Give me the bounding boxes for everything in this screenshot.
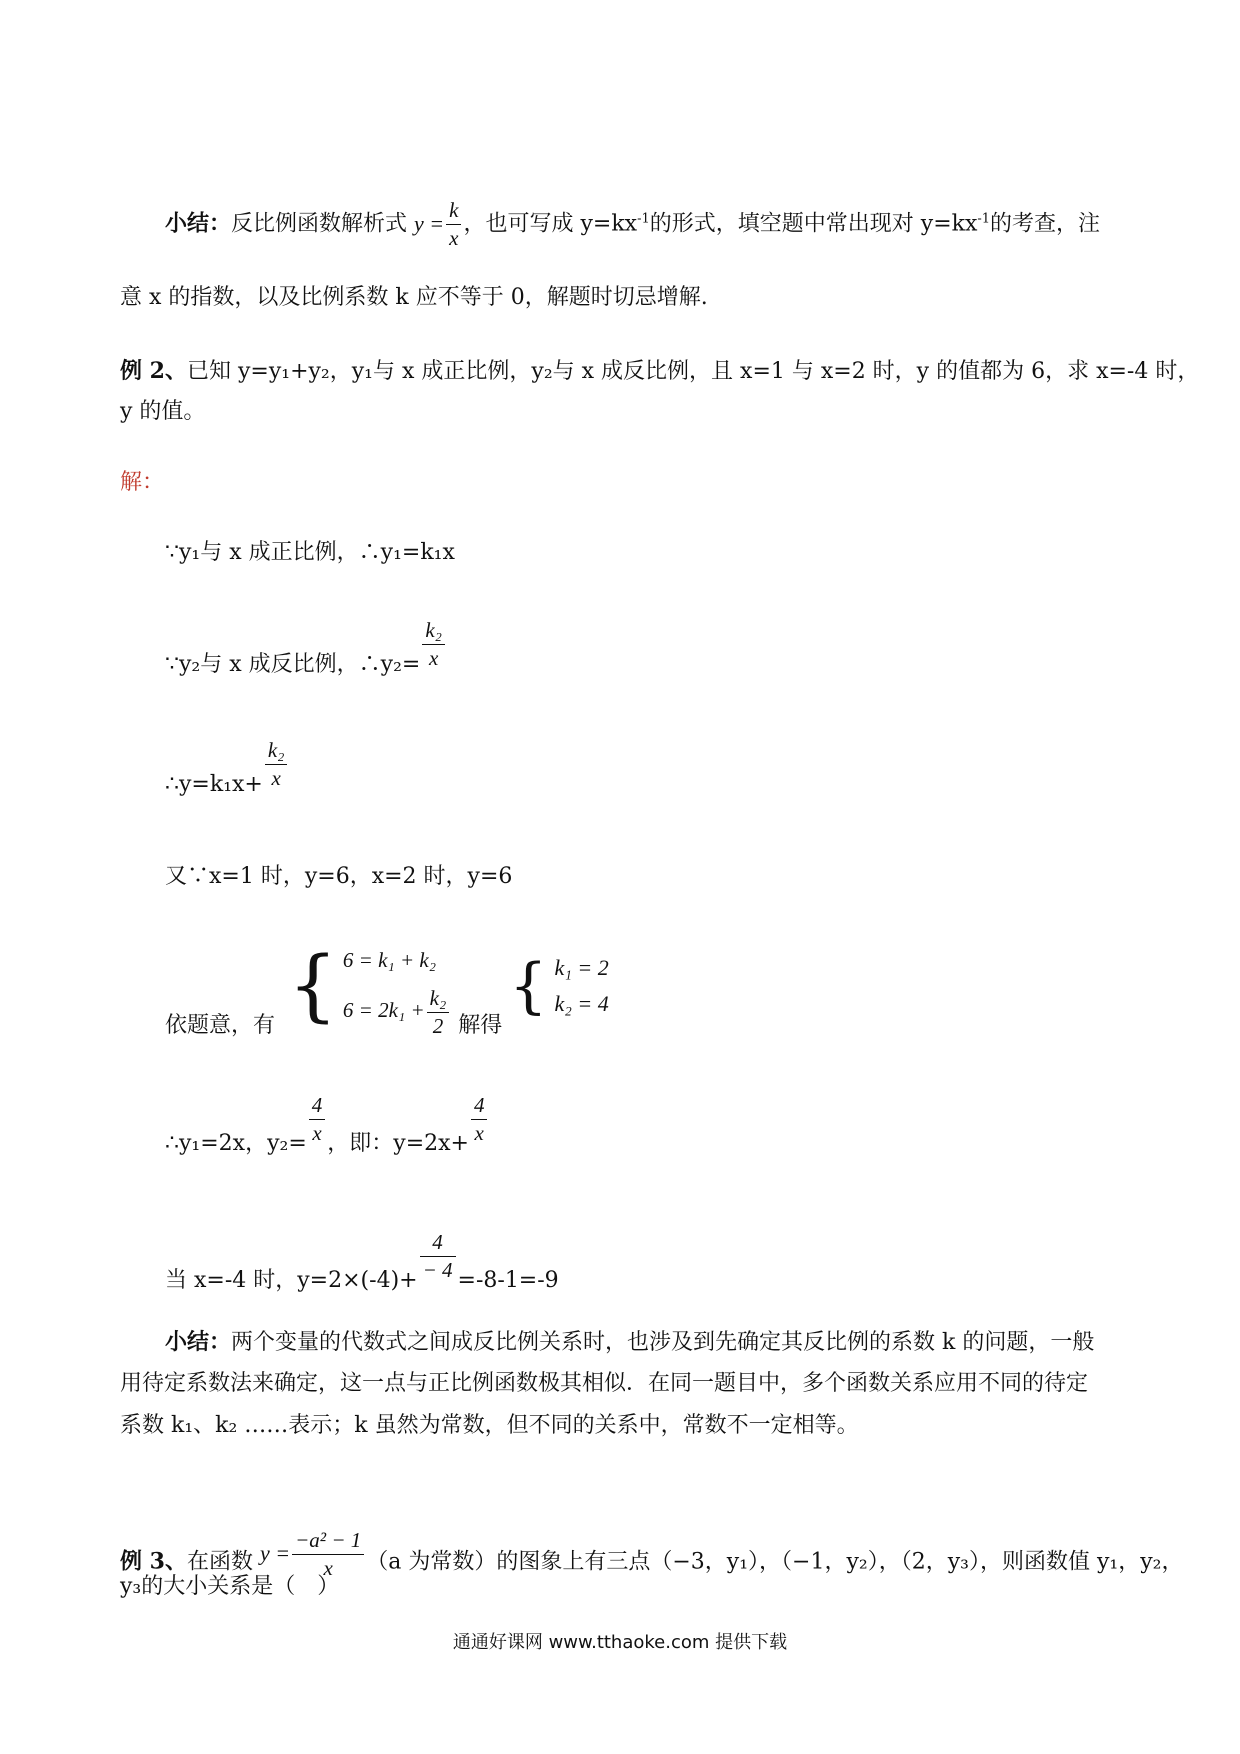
step3: ∴y=k₁x+ $\frac{\text{k₂}}{x}$ — [165, 740, 289, 800]
example2-line2: y 的值。 — [120, 399, 206, 424]
summary2-line1: 小结：两个变量的代数式之间成反比例关系时，也涉及到先确定其反比例的系数 k 的问题，一般 — [165, 1329, 1095, 1355]
solution-system: { k₁ = 2 k₂ = 4 — [509, 950, 609, 1021]
example3-line2: y₃的大小关系是（ ） — [120, 1574, 340, 1599]
example2-label: 例 2、 — [120, 358, 187, 384]
summary2-label: 小结： — [165, 1329, 232, 1355]
summary2-line3: 系数 k₁、k₂ ……表示；k 虽然为常数，但不同的关系中，常数不一定相等。 — [120, 1413, 859, 1438]
summary1-line2: 意 x 的指数，以及比例系数 k 应不等于 0，解题时切忌增解. — [120, 285, 708, 310]
example2-line1: 例 2、已知 y=y₁+y₂，y₁与 x 成正比例，y₂与 x 成反比例，且 x=1 与 x=2 时，y 的值都为 6，求 x=-4 时， — [120, 358, 1200, 384]
step5: 依题意，有 { 6 = k₁ + k₂ 6 = 2k₁ + $\frac{\text{k₂}}{2}$ 解得 { k₁ = 2 k₂ = 4 — [165, 935, 609, 1041]
summary2-line2: 用待定系数法来确定，这一点与正比例函数极其相似．在同一题目中，多个函数关系应用不同的待定 — [120, 1371, 1089, 1396]
solution-label: 解： — [120, 470, 165, 495]
summary1-label: 小结： — [165, 210, 232, 237]
summary1-line1: 小结：反比例函数解析式 y = $\frac{k}{x}$ ，也可写成 $y=kx^{-1}$的形式，填空题中常出现对 $y=kx^{-1}$的考查，注 — [165, 198, 1101, 250]
step2: ∵y₂与 x 成反比例，∴y₂= $\frac{\text{k₂}}{x}$ — [165, 620, 447, 680]
example3-line1: 例 3、在函数 y = $\frac{\text{−a² − 1}}{x}$ （a 为常数）的图象上有三点（−3，y₁），（−1，y₂），（2，y₃），则函数值 y₁，y₂， — [120, 1528, 1184, 1580]
example3-formula: y = $\frac{\text{−a² − 1}}{x}$ — [260, 1530, 366, 1579]
step6: ∴y₁=2x，y₂= $\frac{4}{x}$ ，即：y=2x+ $\frac{4}{x}$ — [165, 1095, 489, 1159]
page-footer: 通通好课网 www.tthaoke.com 提供下载 — [452, 1632, 788, 1653]
summary1-formula: y = $\frac{k}{x}$ — [414, 212, 463, 237]
step7: 当 x=-4 时，y=2×(-4)+ $\frac{4}{- 4}$ =-8-1=-9 — [165, 1230, 559, 1293]
step4: 又∵x=1 时，y=6，x=2 时，y=6 — [165, 864, 513, 889]
example3-label: 例 3、 — [120, 1548, 187, 1575]
step1: ∵y₁与 x 成正比例，∴y₁=k₁x — [165, 540, 455, 565]
system-equations: { 6 = k₁ + k₂ 6 = 2k₁ + $\frac{\text{k₂}}{2}$ — [282, 935, 451, 1037]
